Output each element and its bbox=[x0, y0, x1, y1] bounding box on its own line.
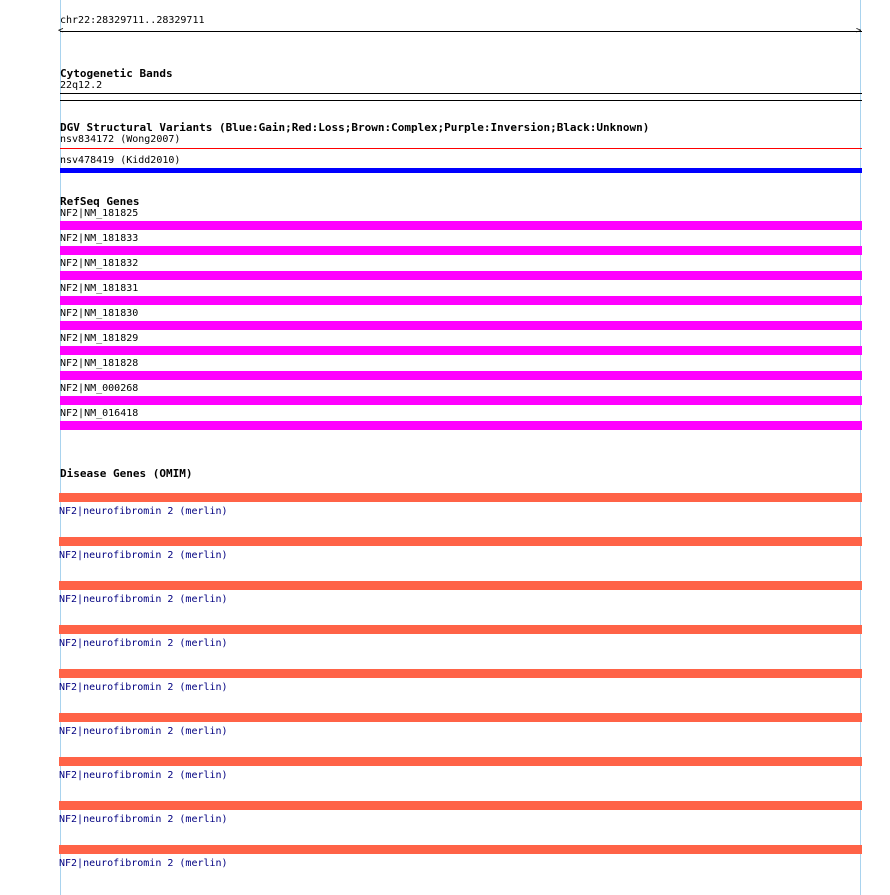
cytogenetic-track-title: Cytogenetic Bands bbox=[60, 67, 173, 80]
refseq-gene-label: NF2|NM_181825 bbox=[60, 208, 139, 219]
refseq-gene-label: NF2|NM_181828 bbox=[60, 358, 139, 369]
omim-track-title: Disease Genes (OMIM) bbox=[60, 467, 193, 480]
refseq-gene-bar[interactable] bbox=[60, 346, 862, 355]
omim-gene-label: NF2|neurofibromin 2 (merlin) bbox=[59, 814, 228, 825]
omim-gene-bar[interactable] bbox=[59, 845, 862, 854]
omim-gene-label: NF2|neurofibromin 2 (merlin) bbox=[59, 770, 228, 781]
omim-gene-bar[interactable] bbox=[59, 537, 862, 546]
omim-gene-label: NF2|neurofibromin 2 (merlin) bbox=[59, 506, 228, 517]
omim-gene-label: NF2|neurofibromin 2 (merlin) bbox=[59, 682, 228, 693]
refseq-gene-bar[interactable] bbox=[60, 421, 862, 430]
refseq-gene-label: NF2|NM_000268 bbox=[60, 383, 139, 394]
dgv-loss-variant-bar[interactable] bbox=[60, 148, 862, 149]
refseq-gene-bar[interactable] bbox=[60, 221, 862, 230]
refseq-gene-bar[interactable] bbox=[60, 321, 862, 330]
refseq-gene-bar[interactable] bbox=[60, 296, 862, 305]
dgv-variant-label: nsv834172 (Wong2007) bbox=[60, 134, 181, 145]
refseq-gene-bar[interactable] bbox=[60, 396, 862, 405]
refseq-gene-bar[interactable] bbox=[60, 371, 862, 380]
cytogenetic-track-divider bbox=[60, 100, 862, 101]
refseq-gene-label: NF2|NM_181832 bbox=[60, 258, 139, 269]
refseq-gene-bar[interactable] bbox=[60, 246, 862, 255]
omim-gene-bar[interactable] bbox=[59, 713, 862, 722]
arrow-left-icon: < bbox=[58, 26, 64, 36]
omim-gene-bar[interactable] bbox=[59, 581, 862, 590]
omim-gene-label: NF2|neurofibromin 2 (merlin) bbox=[59, 594, 228, 605]
omim-gene-label: NF2|neurofibromin 2 (merlin) bbox=[59, 550, 228, 561]
location-span-line bbox=[60, 31, 862, 32]
location-label: chr22:28329711..28329711 bbox=[60, 15, 205, 26]
refseq-gene-bar[interactable] bbox=[60, 271, 862, 280]
omim-gene-label: NF2|neurofibromin 2 (merlin) bbox=[59, 638, 228, 649]
omim-gene-label: NF2|neurofibromin 2 (merlin) bbox=[59, 858, 228, 869]
dgv-track-title: DGV Structural Variants (Blue:Gain;Red:Loss;Brown:Complex;Purple:Inversion;Black:Unknown) bbox=[60, 121, 650, 134]
refseq-gene-label: NF2|NM_181830 bbox=[60, 308, 139, 319]
omim-gene-bar[interactable] bbox=[59, 801, 862, 810]
arrow-right-icon: > bbox=[856, 26, 862, 36]
omim-gene-label: NF2|neurofibromin 2 (merlin) bbox=[59, 726, 228, 737]
dgv-variant-label: nsv478419 (Kidd2010) bbox=[60, 155, 181, 166]
refseq-gene-label: NF2|NM_181833 bbox=[60, 233, 139, 244]
cytogenetic-band-label: 22q12.2 bbox=[60, 80, 103, 91]
refseq-gene-label: NF2|NM_181829 bbox=[60, 333, 139, 344]
refseq-gene-label: NF2|NM_181831 bbox=[60, 283, 139, 294]
refseq-track-title: RefSeq Genes bbox=[60, 195, 140, 208]
refseq-gene-label: NF2|NM_016418 bbox=[60, 408, 139, 419]
omim-gene-bar[interactable] bbox=[59, 669, 862, 678]
dgv-gain-variant-bar[interactable] bbox=[60, 168, 862, 173]
omim-gene-bar[interactable] bbox=[59, 493, 862, 502]
omim-gene-bar[interactable] bbox=[59, 757, 862, 766]
omim-gene-bar[interactable] bbox=[59, 625, 862, 634]
cytogenetic-band-line[interactable] bbox=[60, 93, 862, 94]
